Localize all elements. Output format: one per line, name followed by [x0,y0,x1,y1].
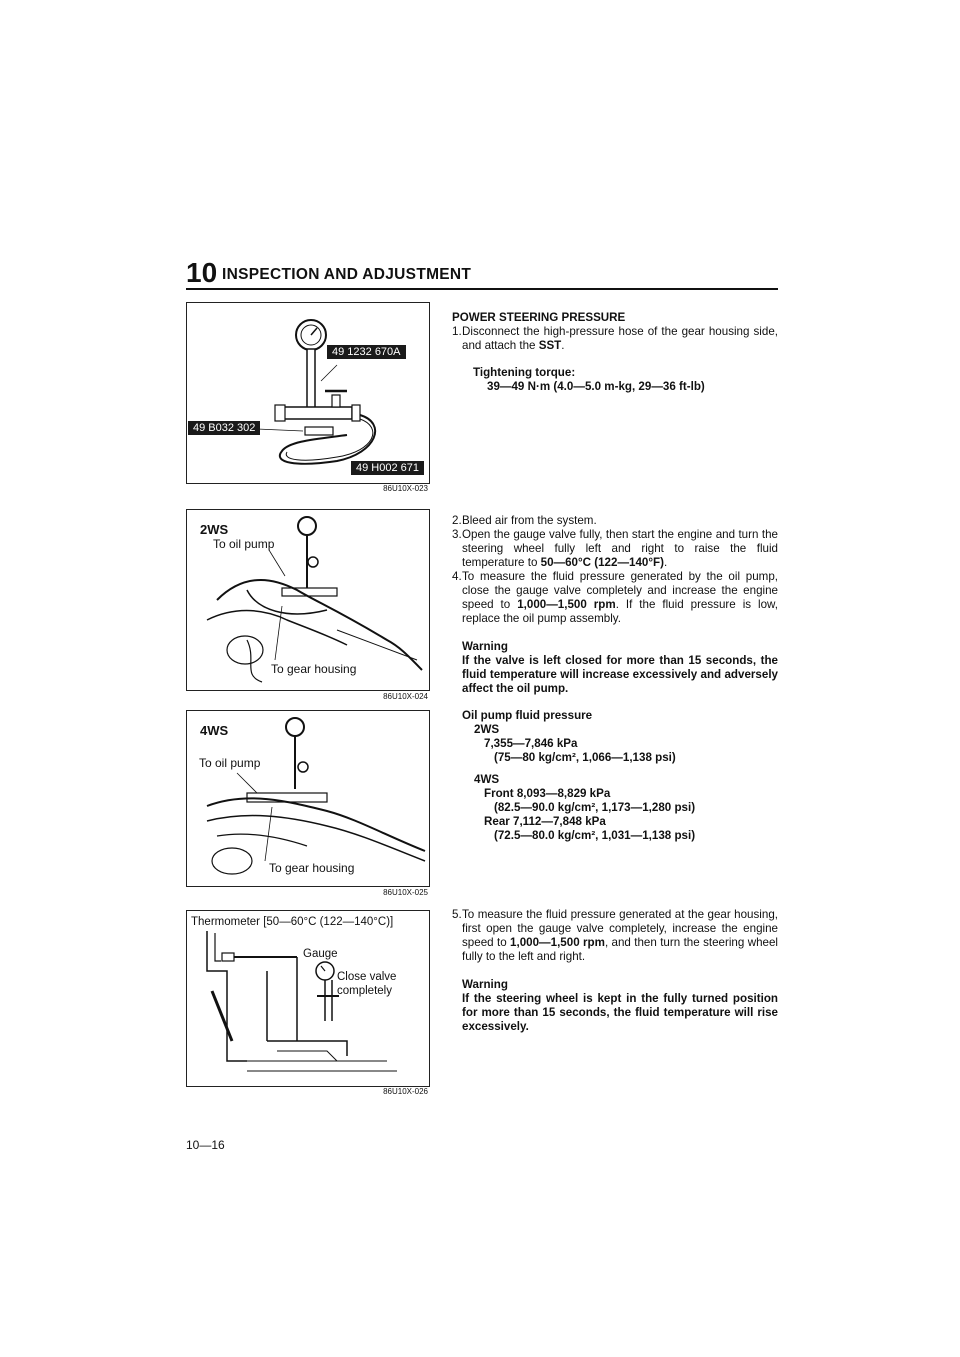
sst-tag-adapter: 49 B032 302 [188,421,260,435]
warning-text: If the steering wheel is kept in the fully turned position for more than 15 seconds, the fluid temperature will rise excessively. [462,992,778,1033]
label-to-gear-housing: To gear housing [269,861,355,875]
steps-2-to-4 [452,514,778,843]
torque-value: 39—49 N·m (4.0—5.0 m-kg, 29—36 ft-lb) [487,380,705,393]
step-3: 3. Open the gauge valve fully, then start the engine and turn the steering wheel fully left and right to raise the fluid temperature to 50—60°C (122—140°F). [452,528,778,569]
page-number: 10—16 [186,1138,225,1152]
label-completely: completely [337,985,392,997]
step-5-block [452,908,778,1034]
step-5: 5. To measure the fluid pressure generated at the gear housing, first open the gauge valve completely, increase the engine speed to 1,000—1,500 rpm, and then turn the steering wheel fully to the left and right. [452,908,778,963]
label-to-oil-pump: To oil pump [199,756,261,770]
figure-caption: 86U10X-026 [383,1087,428,1096]
step-4: 4. To measure the fluid pressure generated by the oil pump, close the gauge valve completely and increase the engine speed to 1,000—1,500 rpm. If the fluid pressure is low, replace the oil pump assembly. [452,570,779,625]
label-to-gear-housing: To gear housing [271,662,357,676]
chapter-title: INSPECTION AND ADJUSTMENT [222,266,472,283]
label-gauge: Gauge [303,948,338,960]
step-1: 1. Disconnect the high-pressure hose of the gear housing side, and attach the SST. [452,325,778,352]
spec-4ws-front-units: (82.5—90.0 kg/cm², 1,173—1,280 psi) [494,801,696,814]
figure-2ws [186,509,430,691]
circuit-illustration [187,911,429,1086]
label-thermometer: Thermometer [50—60°C (122—140°C)] [191,916,394,928]
figure-4ws [186,710,430,887]
spec-2ws: 2WS [474,723,500,736]
gauge-illustration [187,303,429,483]
section-power-steering-pressure [452,311,778,394]
label-close-valve: Close valve [337,971,397,983]
section-heading: POWER STEERING PRESSURE [452,311,626,324]
warning-block [452,978,778,1034]
spec-4ws: 4WS [474,773,500,786]
spec-2ws-units: (75—80 kg/cm², 1,066—1,138 psi) [494,751,676,764]
sst-tag-gauge: 49 1232 670A [327,345,406,359]
spec-4ws-front: Front 8,093—8,829 kPa [484,787,611,800]
label-to-oil-pump: To oil pump [213,537,275,551]
label-2ws: 2WS [200,522,229,537]
chapter-number: 10 [186,257,218,288]
header-rule [186,288,778,290]
step-2: 2. Bleed air from the system. [452,514,597,527]
spec-2ws-kpa: 7,355—7,846 kPa [484,737,578,750]
figure-caption: 86U10X-024 [383,692,428,701]
spec-4ws-rear-units: (72.5—80.0 kg/cm², 1,031—1,138 psi) [494,829,696,842]
figure-sst-gauge [186,302,430,484]
warning-text: If the valve is left closed for more than 15 seconds, the fluid temperature will increase excessively and adversely affect the oil pump. [462,654,778,695]
label-4ws: 4WS [200,723,229,738]
figure-caption: 86U10X-023 [383,484,428,493]
warning-title: Warning [462,640,508,653]
warning-title: Warning [462,978,508,991]
torque-label: Tightening torque: [473,366,576,379]
spec-title: Oil pump fluid pressure [462,709,593,722]
figure-thermometer-diagram [186,910,430,1087]
spec-4ws-rear: Rear 7,112—7,848 kPa [484,815,606,828]
figure-caption: 86U10X-025 [383,888,428,897]
warning-block [452,640,778,696]
spec-block [452,709,778,843]
sst-tag-hose: 49 H002 671 [351,461,424,475]
